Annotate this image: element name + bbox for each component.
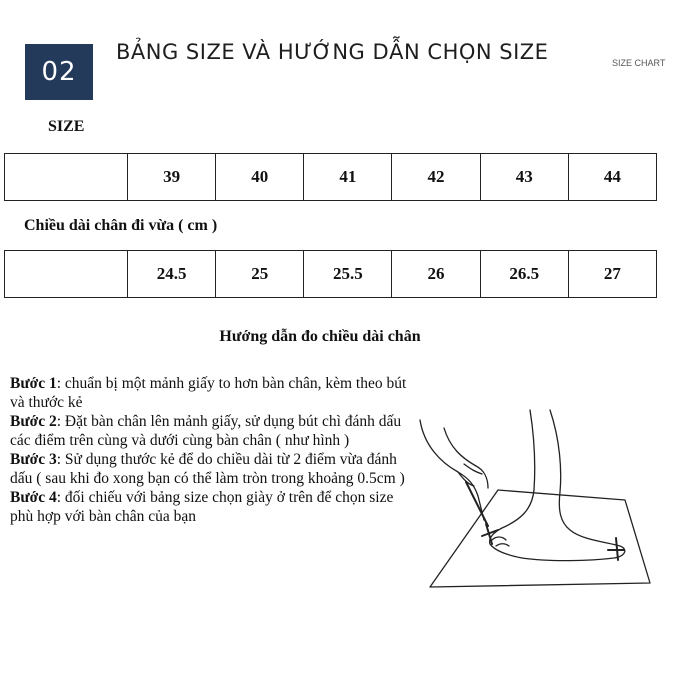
- length-cell: 25.5: [304, 251, 392, 298]
- step-text: : Sử dụng thước kẻ để do chiều dài từ 2 điểm vừa đánh dấu ( sau khi đo xong bạn có thể làm tròn trong khoảng 0.5cm ): [10, 451, 405, 487]
- step-text: : chuẩn bị một mảnh giấy to hơn bàn chân, kèm theo bút và thước kẻ: [10, 375, 407, 411]
- guide-steps: [10, 374, 410, 526]
- leg-outline: [490, 410, 625, 561]
- step-label: Bước 2: [10, 413, 57, 430]
- step-4: [10, 488, 410, 526]
- foot-measuring-illustration: [410, 400, 660, 600]
- step-label: Bước 4: [10, 489, 57, 506]
- step-1: [10, 374, 410, 412]
- length-cell: 26.5: [480, 251, 568, 298]
- length-cell: 26: [392, 251, 480, 298]
- step-3: [10, 450, 410, 488]
- size-cell: 40: [216, 154, 304, 201]
- size-cell: 44: [568, 154, 656, 201]
- length-cell: 27: [568, 251, 656, 298]
- foot-length-table: [4, 250, 657, 298]
- step-label: Bước 1: [10, 375, 57, 392]
- step-text: : đối chiếu với bảng size chọn giày ở trên để chọn size phù hợp với bàn chân của bạn: [10, 489, 394, 525]
- step-text: : Đặt bàn chân lên mảnh giấy, sử dụng bút chì đánh dấu các điểm trên cùng và dưới cùng bàn chân ( như hình ): [10, 413, 402, 449]
- section-number-badge: 02: [25, 44, 93, 100]
- size-cell: 42: [392, 154, 480, 201]
- page-title: BẢNG SIZE VÀ HƯỚNG DẪN CHỌN SIZE: [116, 40, 549, 64]
- table-row: [5, 154, 657, 201]
- guide-title: Hướng dẫn đo chiều dài chân: [219, 328, 421, 345]
- table-row: [5, 251, 657, 298]
- length-cell: 24.5: [128, 251, 216, 298]
- size-label: SIZE: [48, 118, 85, 135]
- step-2: [10, 412, 410, 450]
- size-cell: 43: [480, 154, 568, 201]
- size-cell: 41: [304, 154, 392, 201]
- foot-length-label: Chiều dài chân đi vừa ( cm ): [24, 217, 218, 234]
- length-row-header-cell: [5, 251, 128, 298]
- step-label: Bước 3: [10, 451, 57, 468]
- size-chart-tag: SIZE CHART: [612, 58, 666, 68]
- size-table: [4, 153, 657, 201]
- length-cell: 25: [216, 251, 304, 298]
- size-cell: 39: [128, 154, 216, 201]
- size-row-header-cell: [5, 154, 128, 201]
